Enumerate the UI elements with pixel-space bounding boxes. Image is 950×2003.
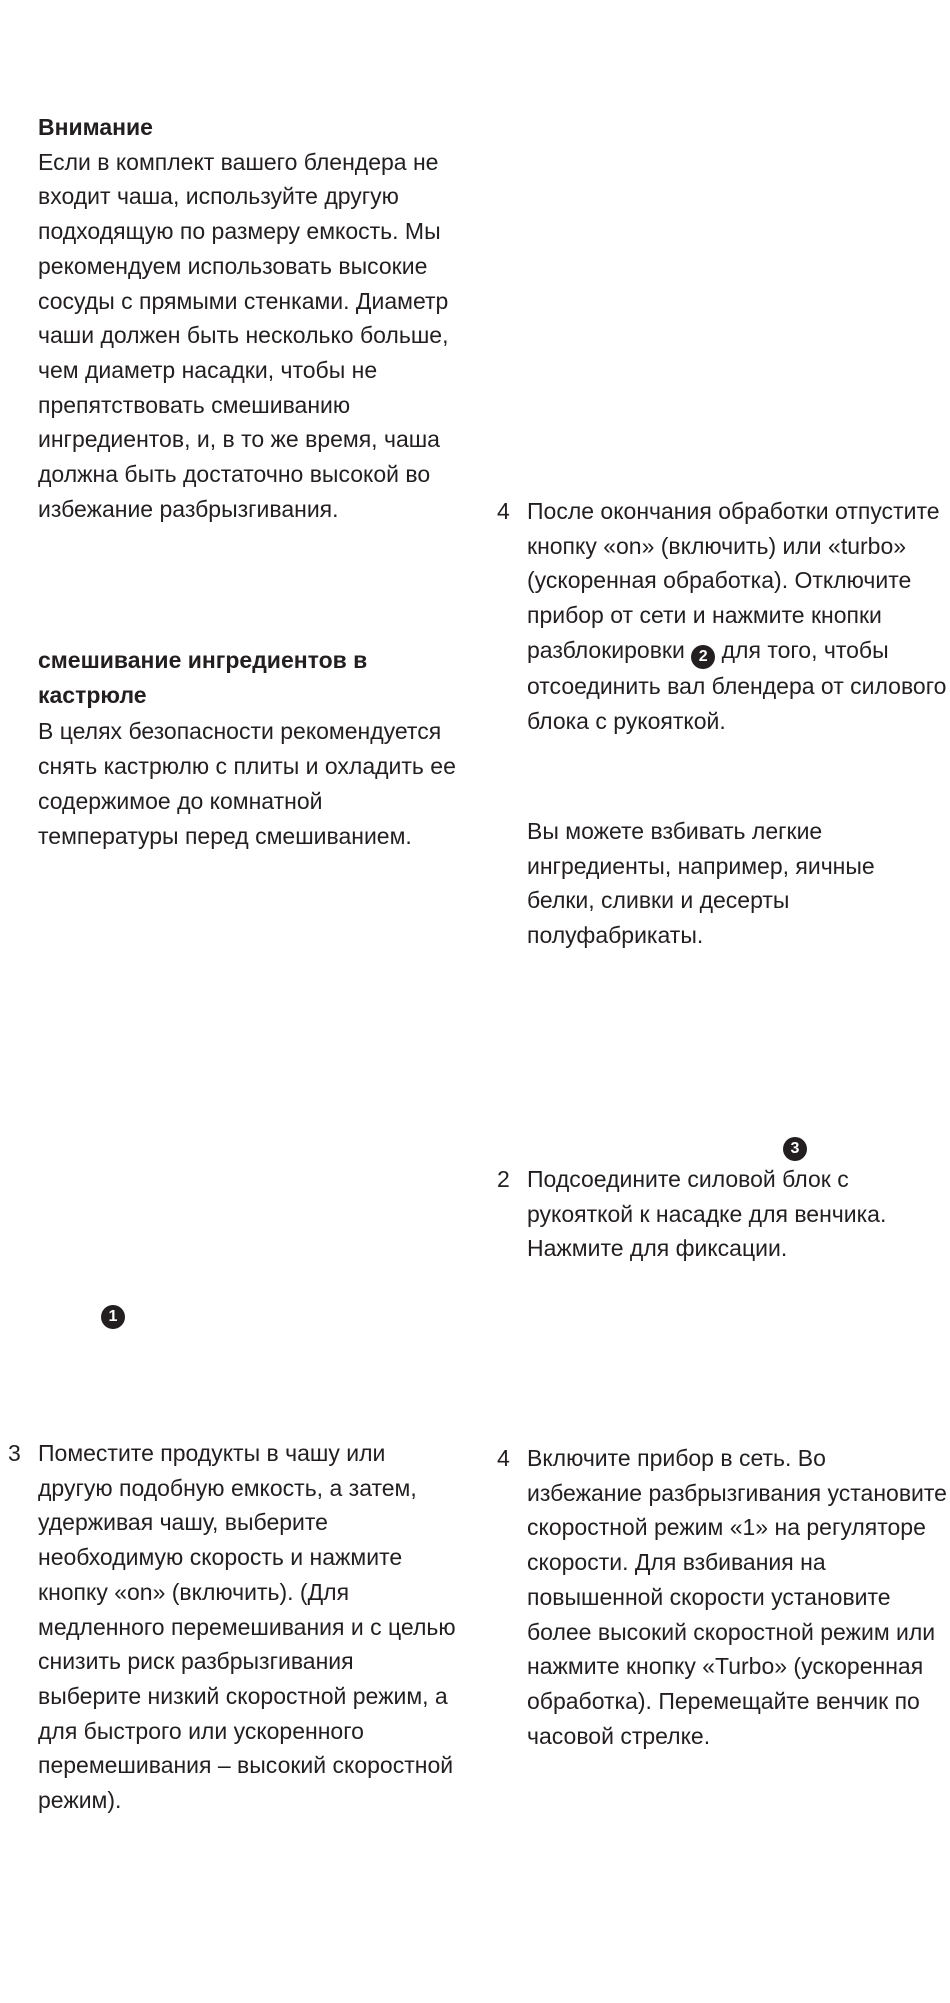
step-4-detach-text: [527, 494, 947, 738]
step-3-text: Поместите продукты в чашу или другую подобную емкость, а затем, удерживая чашу, выберите необходимую скорость и нажмите кнопку «on» (включить). (Для медленного перемешивания и с целью снизить риск разбрызгивания выберите низкий скоростной режим, а для быстрого или ускоренного перемешивания – высокий скоростной режим).: [38, 1440, 456, 1814]
step-4-detach: [497, 494, 947, 738]
step-4-whisk-text: Включите прибор в сеть. Во избежание разбрызгивания установите скоростной режим «1» на регуляторе скорости. Для взбивания на повышенной скорости установите более высокий скоростной режим или нажмите кнопку «Turbo» (ускоренная обработка). Перемещайте венчик по часовой стрелке.: [527, 1445, 947, 1749]
pot-text: В целях безопасности рекомендуется снять кастрюлю с плиты и охладить ее содержимое до комнатной температуры перед смешиванием.: [38, 718, 456, 849]
attention-block: [38, 110, 458, 526]
attention-heading: Внимание: [38, 114, 153, 140]
callout-badge-2: 2: [691, 645, 715, 669]
step-4-whisk-number: 4: [497, 1445, 510, 1471]
whisk-intro: [527, 814, 947, 953]
step-2-number: 2: [497, 1166, 510, 1192]
attention-text: Если в комплект вашего блендера не входит чаша, используйте другую подходящую по размеру емкость. Мы рекомендуем использовать высокие сосуды с прямыми стенками. Диаметр чаши должен быть несколько больше, чем диаметр насадки, чтобы не препятствовать смешиванию ингредиентов, и, в то же время, чаша должна быть достаточно высокой во избежание разбрызгивания.: [38, 148, 449, 522]
step-4-detach-text-before: После окончания обработки отпустите кнопку «on» (включить) или «turbo» (ускоренная обработка). Отключите прибор от сети и нажмите кнопки разблокировки: [527, 498, 940, 663]
step-2: [497, 1162, 947, 1266]
step-3-number: 3: [8, 1440, 21, 1466]
callout-badge-3: 3: [783, 1137, 807, 1161]
whisk-intro-text: Вы можете взбивать легкие ингредиенты, например, яичные белки, сливки и десерты полуфабрикаты.: [527, 818, 875, 949]
step-4-whisk: [497, 1441, 947, 1753]
step-4-detach-text-after: для того, чтобы отсоединить вал блендера от силового блока с рукояткой.: [527, 636, 947, 734]
pot-block: [38, 643, 458, 853]
pot-heading: смешивание ингредиентов в кастрюле: [38, 647, 368, 708]
step-4-detach-number: 4: [497, 498, 510, 524]
step-2-text: Подсоедините силовой блок с рукояткой к насадке для венчика. Нажмите для фиксации.: [527, 1166, 887, 1262]
step-3: [8, 1436, 458, 1818]
callout-badge-1: 1: [101, 1305, 125, 1329]
